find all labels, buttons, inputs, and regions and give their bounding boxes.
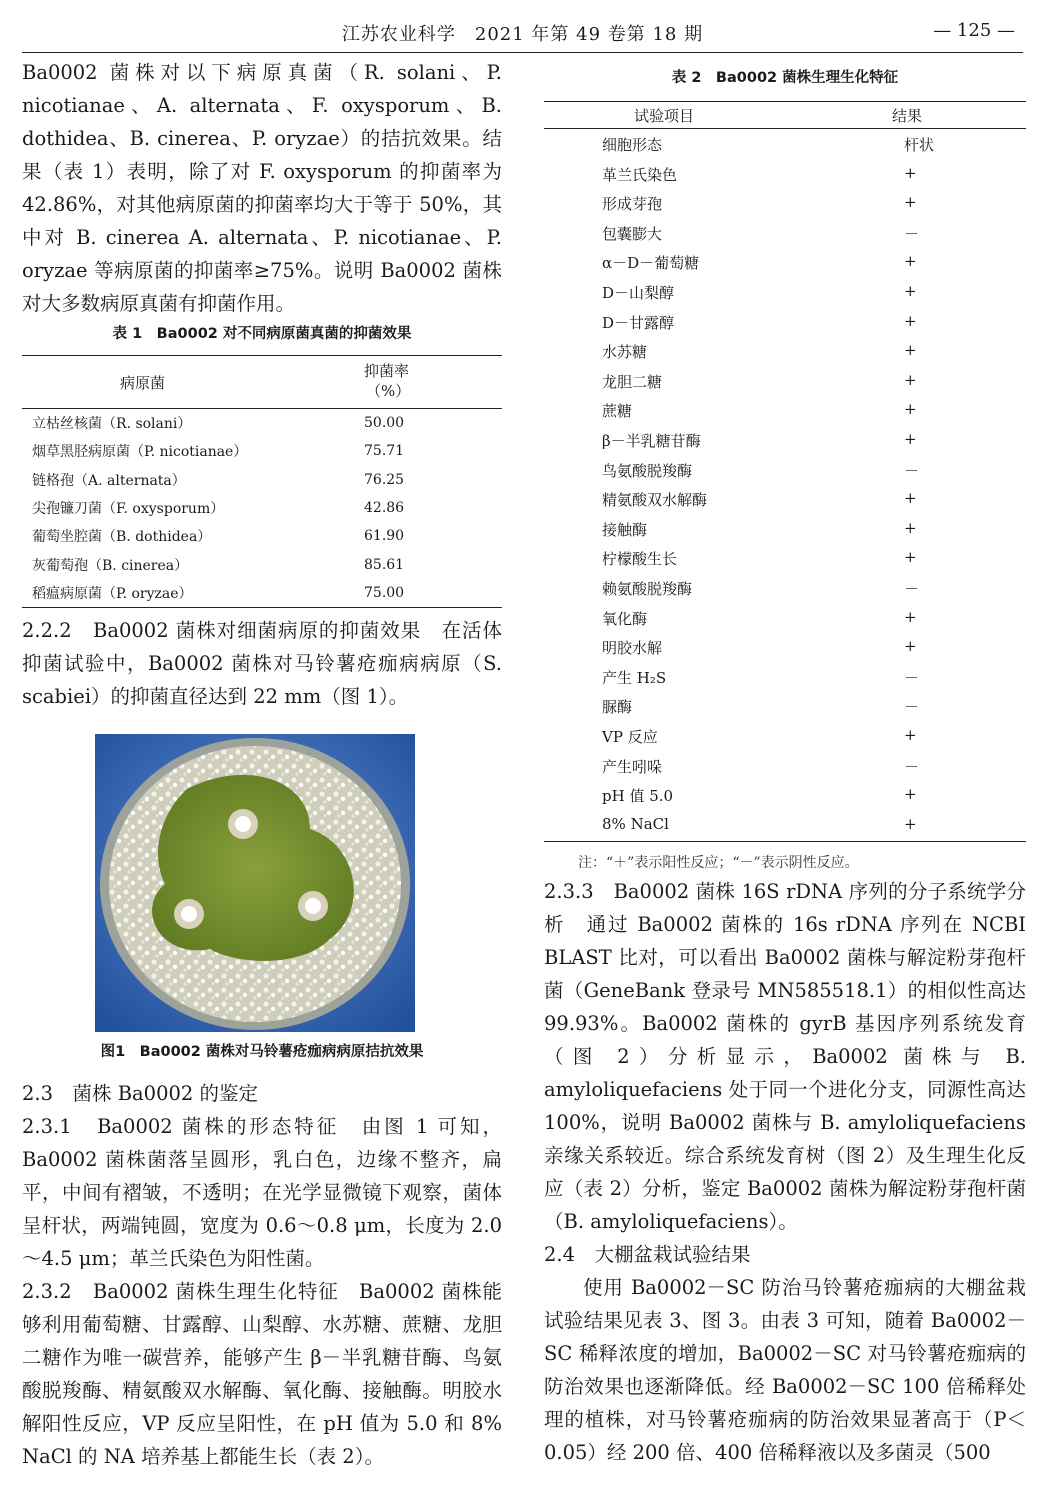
- table2-item-cell: β－半乳糖苷酶: [602, 432, 701, 450]
- table1-row: [22, 494, 502, 522]
- table2-result-cell: +: [904, 252, 917, 271]
- table2-col-item: 试验项目: [634, 107, 695, 125]
- table1-rate-cell: 76.25: [364, 471, 405, 488]
- table2-item-cell: 革兰氏染色: [602, 165, 678, 184]
- table2-caption: 表 2 Ba0002 菌株生理生化特征: [671, 70, 899, 86]
- table2-result-cell: +: [904, 785, 917, 804]
- table1-pathogen-cell: 葡萄坐腔菌（B. dothidea）: [32, 529, 212, 546]
- table1-col-pathogen: 病原菌: [120, 374, 166, 392]
- table2-item-cell: VP 反应: [602, 728, 658, 746]
- paragraph-greenhouse: 使用 Ba0002－SC 防治马铃薯疮痂病的大棚盆栽试验结果见表 3、图 3。由表 3 可知，随着 Ba0002－SC 稀释浓度的增加，Ba0002－SC 对马铃薯疮痂病的防治效果也逐渐降低。经 Ba0002－SC 100 倍稀释处理的植株，对马铃薯疮痂病的防治效果显著高于（P＜0.05）经 200 倍、400 倍稀释液以及多菌灵（500: [544, 1276, 1026, 1464]
- table1-col-rate: 抑菌率: [364, 362, 410, 380]
- table2-item-cell: pH 值 5.0: [602, 787, 674, 806]
- table2-item-cell: 形成芽孢: [602, 195, 663, 214]
- figure1: [22, 1040, 502, 1061]
- table2-row: [544, 455, 1026, 485]
- table2-row: [544, 395, 1026, 425]
- table1-pathogen-cell: 灰葡萄孢（B. cinerea）: [32, 557, 189, 574]
- table2-result-cell: +: [904, 282, 917, 300]
- table1-rate-cell: 75.71: [364, 443, 405, 460]
- table2-header: [544, 102, 1026, 128]
- table2-item-cell: 接触酶: [602, 520, 648, 539]
- table1-body: [22, 409, 502, 607]
- figure1-caption: 图1 Ba0002 菌株对马铃薯疮痂病病原拮抗效果: [100, 1044, 424, 1060]
- table2-item-cell: 赖氨酸脱羧酶: [602, 580, 693, 598]
- table2-row: [544, 159, 1026, 189]
- left-column: [22, 56, 502, 320]
- table2-result-cell: +: [904, 400, 917, 419]
- table2-result-cell: －: [904, 580, 920, 598]
- table2-result-cell: +: [904, 726, 917, 744]
- table2-item-cell: 细胞形态: [602, 136, 663, 154]
- table1-row: [22, 437, 502, 465]
- table1-bottom-rule: [22, 607, 502, 608]
- paragraph-antifungal-results: Ba0002 菌株对以下病原真菌（R. solani、P. nicotianae、A. alternata、F. oxysporum、B. dothidea、B. cinerea、P. oryzae）的拮抗效果。结果（表 1）表明，除了对 F. oxysporum 的抑菌率为 42.86%，对其他病原菌的抑菌率均大于等于 50%，其中对 B. cinerea A. alternata、P. nicotianae、P. oryzae 等病原菌的抑菌率≥75%。说明 Ba0002 菌株对大多数病原真菌有抑菌作用。: [22, 61, 502, 315]
- table2-item-cell: 产生吲哚: [602, 757, 663, 776]
- table2-row: [544, 277, 1026, 307]
- table2-item-cell: 柠檬酸生长: [602, 550, 678, 569]
- table2-row: [544, 751, 1026, 781]
- table2-col-result: 结果: [892, 107, 923, 125]
- journal-title: 江苏农业科学 2021 年第 49 卷第 18 期: [341, 24, 704, 45]
- table2-result-cell: －: [904, 461, 920, 480]
- table2-item-cell: 水苏糖: [602, 343, 648, 362]
- section-2-3-3: [544, 875, 1026, 1469]
- table2-row: [544, 336, 1026, 366]
- paragraph-morphology: 2.3.1 Ba0002 菌株的形态特征 由图 1 可知，Ba0002 菌株菌落呈圆形，乳白色，边缘不整齐，扁平，中间有褶皱，不透明；在光学显微镜下观察，菌体呈杆状，两端钝圆，宽度为 0.6～0.8 μm，长度为 2.0～4.5 μm；革兰氏染色为阳性菌。: [22, 1115, 502, 1270]
- table2-row: [544, 514, 1026, 544]
- table2-item-cell: D－甘露醇: [602, 313, 675, 332]
- table2-result-cell: +: [904, 430, 917, 448]
- table2-result-cell: +: [904, 193, 917, 212]
- table1-rate-cell: 61.90: [364, 528, 405, 545]
- table2-result-cell: +: [904, 370, 917, 389]
- table2-row: [544, 188, 1026, 218]
- table1-header: [22, 356, 502, 408]
- table2-result-cell: +: [904, 814, 917, 833]
- table2-result-cell: +: [904, 548, 917, 567]
- table2-row: [544, 425, 1026, 455]
- table1-pathogen-cell: 烟草黑胫病原菌（P. nicotianae）: [32, 444, 248, 461]
- table1-row: [22, 466, 502, 494]
- table2-item-cell: 龙胆二糖: [602, 372, 663, 391]
- table2-item-cell: 8% NaCl: [602, 814, 669, 833]
- table1-row: [22, 522, 502, 550]
- table2-result-cell: 杆状: [904, 136, 935, 154]
- page-number: — 125 —: [933, 20, 1015, 41]
- table2-row: [544, 484, 1026, 514]
- table2-note: 注：“＋”表示阳性反应；“－”表示阴性反应。: [578, 855, 859, 871]
- table2-row: [544, 780, 1026, 810]
- table2-result-cell: －: [904, 224, 920, 243]
- table2-row: [544, 366, 1026, 396]
- table1-row: [22, 550, 502, 578]
- table2-row: [544, 543, 1026, 573]
- table2-body: [544, 129, 1026, 841]
- table2-row: [544, 662, 1026, 692]
- table2-row: [544, 721, 1026, 751]
- table2-item-cell: D－山梨醇: [602, 284, 675, 302]
- table2-row: [544, 573, 1026, 603]
- table2-row: [544, 129, 1026, 159]
- figure1-petri-dish-photo: [95, 734, 415, 1032]
- table2-item-cell: 产生 H₂S: [602, 668, 667, 687]
- table2-result-cell: +: [904, 637, 917, 656]
- table2-item-cell: 蔗糖: [602, 402, 633, 421]
- table2-item-cell: 明胶水解: [602, 639, 663, 658]
- table2-bottom-rule: [544, 841, 1026, 842]
- table2-row: [544, 218, 1026, 248]
- table2-row: [544, 247, 1026, 277]
- table2-result-cell: +: [904, 311, 917, 330]
- table2-result-cell: +: [904, 518, 917, 537]
- paragraph-phylogeny: 2.3.3 Ba0002 菌株 16S rDNA 序列的分子系统学分析 通过 Ba0002 菌株的 16s rDNA 序列在 NCBI BLAST 比对，可以看出 Ba0002 菌株与解淀粉芽孢杆菌（GeneBank 登录号 MN585518.1）的相似性高达 99.93%。Ba0002 菌株的 gyrB 基因序列系统发育（图 2）分析显示，Ba0002 菌株与 B. amyloliquefaciens 处于同一个进化分支，同源性高达 100%，说明 Ba0002 菌株与 B. amyloliquefaciens 亲缘关系较近。综合系统发育树（图 2）及生理生化反应（表 2）分析，鉴定 Ba0002 菌株为解淀粉芽孢杆菌（B. amyloliquefaciens）。: [544, 880, 1026, 1233]
- heading-2-3: 2.3 菌株 Ba0002 的鉴定: [22, 1082, 258, 1105]
- table2-result-cell: +: [904, 163, 917, 182]
- heading-2-4: 2.4 大棚盆栽试验结果: [544, 1243, 751, 1266]
- table1-rate-cell: 75.00: [364, 584, 405, 601]
- table2-item-cell: 鸟氨酸脱羧酶: [602, 461, 693, 480]
- header-rule: [22, 52, 1023, 53]
- table2-item-cell: α－D－葡萄糖: [602, 254, 700, 273]
- table1-row: [22, 409, 502, 437]
- table2-row: [544, 691, 1026, 721]
- table2: [544, 66, 1026, 872]
- table1-rate-cell: 42.86: [364, 500, 405, 517]
- table1-row: [22, 579, 502, 607]
- table2-result-cell: +: [904, 341, 917, 360]
- table2-row: [544, 307, 1026, 337]
- table1-pathogen-cell: 尖孢镰刀菌（F. oxysporum）: [32, 501, 225, 518]
- table1-rate-cell: 85.61: [364, 556, 405, 573]
- table2-item-cell: 氧化酶: [602, 609, 648, 628]
- table2-result-cell: －: [904, 698, 920, 717]
- table2-item-cell: 精氨酸双水解酶: [602, 491, 708, 510]
- page-header: [0, 14, 1045, 54]
- table1-rate-cell: 50.00: [364, 415, 405, 432]
- table2-row: [544, 603, 1026, 633]
- table1-pathogen-cell: 立枯丝核菌（R. solani）: [32, 416, 192, 433]
- table1-caption: 表 1 Ba0002 对不同病原菌真菌的抑菌效果: [112, 326, 412, 342]
- table1-pathogen-cell: 稻瘟病原菌（P. oryzae）: [32, 585, 193, 602]
- section-2-3: [22, 1077, 502, 1473]
- table2-item-cell: 脲酶: [602, 698, 633, 717]
- table2-result-cell: －: [904, 757, 920, 776]
- table2-item-cell: 包囊膨大: [602, 224, 663, 243]
- section-2-2-2: [22, 614, 502, 713]
- table2-row: [544, 632, 1026, 662]
- table1-col-rate-unit: （%）: [366, 382, 411, 400]
- table1-pathogen-cell: 链格孢（A. alternata）: [32, 472, 186, 489]
- table2-result-cell: －: [904, 668, 920, 687]
- table2-result-cell: +: [904, 489, 917, 508]
- table2-result-cell: +: [904, 607, 917, 626]
- table2-row: [544, 810, 1026, 840]
- paragraph-physiology: 2.3.2 Ba0002 菌株生理生化特征 Ba0002 菌株能够利用葡萄糖、甘露醇、山梨醇、水苏糖、蔗糖、龙胆二糖作为唯一碳营养，能够产生 β－半乳糖苷酶、鸟氨酸脱羧酶、精氨酸双水解酶、氧化酶、接触酶。明胶水解阳性反应，VP 反应呈阳性，在 pH 值为 5.0 和 8% NaCl 的 NA 培养基上都能生长（表 2）。: [22, 1280, 502, 1468]
- table1: [22, 322, 502, 608]
- paragraph-bacterial-inhibition: 2.2.2 Ba0002 菌株对细菌病原的抑菌效果 在活体抑菌试验中，Ba0002 菌株对马铃薯疮痂病病原（S. scabiei）的抑菌直径达到 22 mm（图 1）。: [22, 619, 502, 708]
